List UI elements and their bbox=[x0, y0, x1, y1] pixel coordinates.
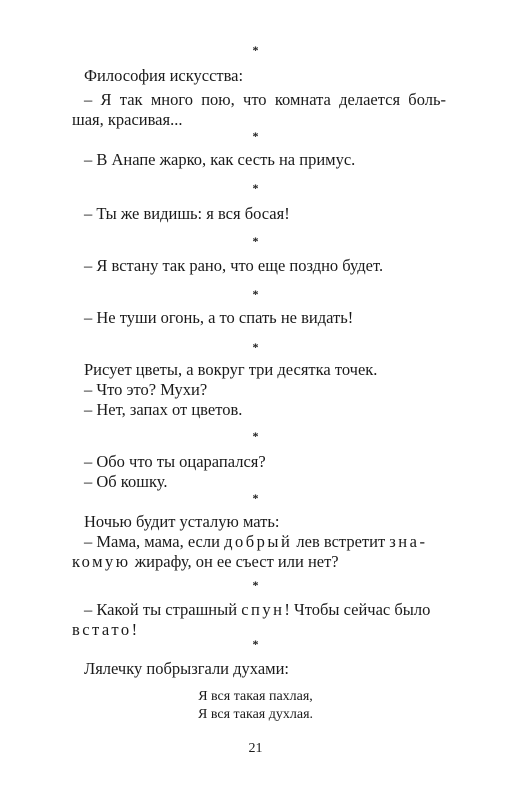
text-line bbox=[84, 600, 446, 620]
spaced-emphasis: спун bbox=[241, 600, 285, 619]
separator-star: * bbox=[252, 43, 259, 57]
text-run: – Мама, мама, если bbox=[84, 532, 225, 551]
text-line: – Нет, запах от цветов. bbox=[84, 400, 243, 419]
text-line: Лялечку побрызгали духами: bbox=[84, 659, 289, 678]
text-run: жирафу, он ее съест или нет? bbox=[130, 552, 339, 571]
poem-line: Я вся такая духлая. bbox=[197, 707, 314, 722]
separator-star: * bbox=[252, 429, 259, 443]
text-run: – Какой ты страшный bbox=[84, 600, 242, 619]
text-line: шая, красивая... bbox=[72, 110, 183, 129]
text-line: Рисует цветы, а вокруг три десятка точек. bbox=[84, 360, 378, 379]
text-line bbox=[72, 552, 434, 572]
text-line: – Что это? Мухи? bbox=[84, 380, 208, 399]
text-line: – Не туши огонь, а то спать не видать! bbox=[84, 308, 354, 327]
text-line: – Я встану так рано, что еще поздно будет. bbox=[84, 256, 384, 275]
text-line: – В Анапе жарко, как сесть на примус. bbox=[84, 150, 356, 169]
separator-star: * bbox=[252, 129, 259, 143]
text-line: – Об кошку. bbox=[84, 472, 168, 491]
spaced-emphasis: комую bbox=[72, 552, 131, 571]
separator-star: * bbox=[252, 340, 259, 354]
poem-line: Я вся такая пахлая, bbox=[198, 689, 313, 704]
text-line: Философия искусства: bbox=[84, 66, 244, 85]
text-line bbox=[84, 532, 446, 552]
spaced-emphasis: встато! bbox=[72, 620, 140, 639]
text-line: – Обо что ты оцарапался? bbox=[84, 452, 266, 471]
separator-star: * bbox=[252, 578, 259, 592]
spaced-emphasis: добрый bbox=[224, 532, 293, 551]
text-run: лев встретит bbox=[292, 532, 390, 551]
separator-star: * bbox=[252, 181, 259, 195]
separator-star: * bbox=[252, 491, 259, 505]
text-line: – Ты же видишь: я вся босая! bbox=[84, 204, 290, 223]
text-line: Ночью будит усталую мать: bbox=[84, 512, 280, 531]
text-line: – Я так много пою, что комната делается боль- bbox=[84, 90, 446, 109]
separator-star: * bbox=[252, 287, 259, 301]
spaced-emphasis: зна- bbox=[389, 532, 428, 551]
separator-star: * bbox=[252, 637, 259, 651]
separator-star: * bbox=[252, 234, 259, 248]
text-run: ! Чтобы сейчас было bbox=[284, 600, 431, 619]
page-number: 21 bbox=[248, 741, 263, 756]
